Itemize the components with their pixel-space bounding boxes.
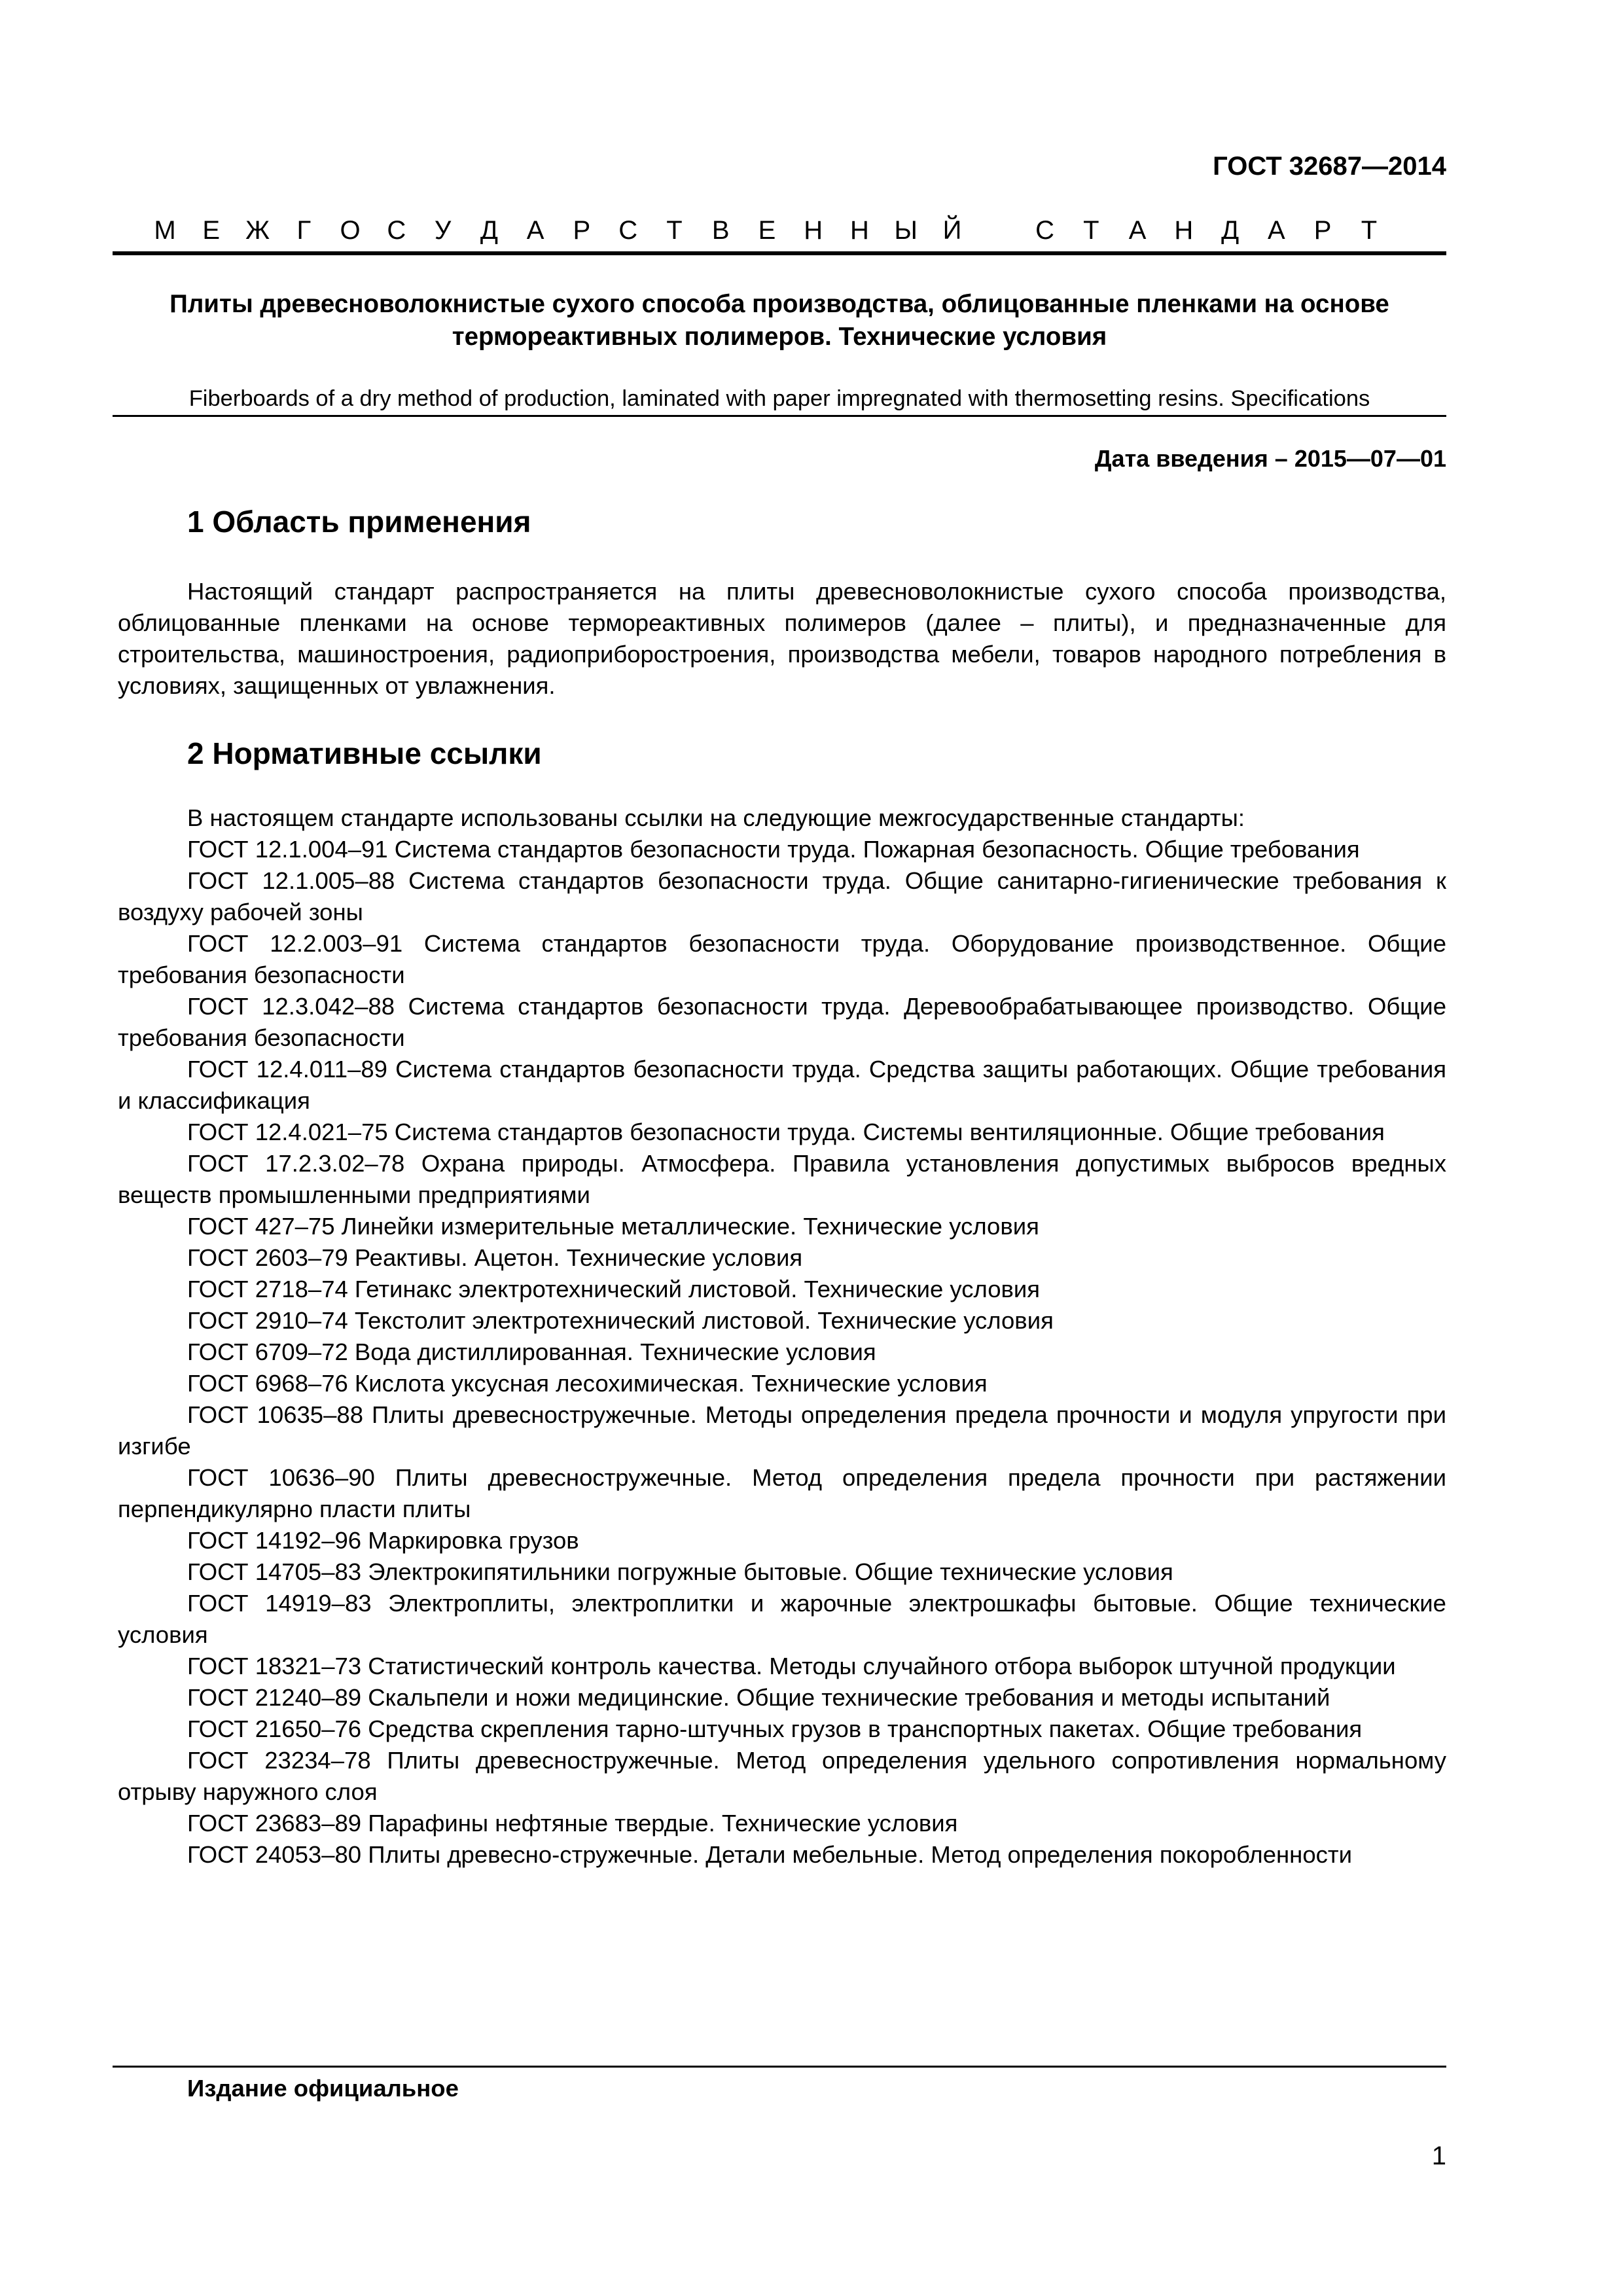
heading-letter: Д <box>480 216 498 245</box>
reference-item: ГОСТ 12.2.003–91 Система стандартов безопасности труда. Оборудование производственное. Общие требования безопасности <box>118 930 1446 988</box>
heading-letter: Т <box>666 216 683 245</box>
heading-letter: Й <box>942 216 962 245</box>
reference-item: ГОСТ 14192–96 Маркировка грузов <box>187 1527 579 1554</box>
reference-item: ГОСТ 6968–76 Кислота уксусная лесохимическая. Технические условия <box>187 1370 988 1397</box>
reference-item: ГОСТ 21240–89 Скальпели и ножи медицинские. Общие технические требования и методы испытаний <box>187 1684 1330 1711</box>
reference-item: ГОСТ 24053–80 Плиты древесно-стружечные. Детали мебельные. Метод определения покоробленности <box>187 1841 1352 1868</box>
heading-letter: А <box>526 216 544 245</box>
reference-item: ГОСТ 14705–83 Электрокипятильники погружные бытовые. Общие технические условия <box>187 1558 1173 1585</box>
section-2-title: 2 Нормативные ссылки <box>187 736 542 770</box>
standard-type-heading <box>152 216 1382 245</box>
document-title-en: Fiberboards of a dry method of production, laminated with paper impregnated with thermosetting resins. Specifications <box>188 386 1370 411</box>
heading-letter: У <box>434 216 452 245</box>
section-1-body <box>118 576 1446 702</box>
reference-item: ГОСТ 17.2.3.02–78 Охрана природы. Атмосфера. Правила установления допустимых выбросов вредных веществ промышленными предприятиями <box>118 1150 1446 1208</box>
heading-letter: Н <box>1174 216 1194 245</box>
heading-letter: А <box>1128 216 1147 245</box>
reference-item: ГОСТ 2718–74 Гетинакс электротехнический листовой. Технические условия <box>187 1276 1041 1302</box>
heading-letter: В <box>711 216 730 245</box>
heading-letter: Т <box>1083 216 1099 245</box>
reference-item: ГОСТ 10636–90 Плиты древесностружечные. Метод определения предела прочности при растяжении перпендикулярно пласти плиты <box>118 1464 1446 1522</box>
reference-item: ГОСТ 12.4.011–89 Система стандартов безопасности труда. Средства защиты работающих. Общие требования и классификация <box>118 1056 1446 1114</box>
reference-item: ГОСТ 2910–74 Текстолит электротехнический листовой. Технические условия <box>187 1307 1054 1334</box>
references-list <box>118 802 1446 1871</box>
reference-item: ГОСТ 14919–83 Электроплиты, электроплитки и жарочные электрошкафы бытовые. Общие технические условия <box>118 1590 1446 1648</box>
heading-letter: С <box>1035 216 1054 245</box>
reference-item: ГОСТ 23683–89 Парафины нефтяные твердые. Технические условия <box>187 1810 958 1837</box>
edition-label: Издание официальное <box>187 2075 459 2102</box>
title-divider <box>113 415 1446 417</box>
heading-letter: Т <box>1361 216 1378 245</box>
introduction-date: Дата введения – 2015—07—01 <box>1094 445 1446 472</box>
heading-letter: О <box>340 216 361 245</box>
heading-letter: Д <box>1221 216 1240 245</box>
heading-letter: Ж <box>245 216 270 245</box>
heading-letter: Е <box>202 216 221 245</box>
section-1-paragraph: Настоящий стандарт распространяется на плиты древесноволокнистые сухого способа производства, облицованные пленками на основе термореактивных полимеров (далее – плиты), и предназначенные для строительства, машиностроения, радиоприборостроения, производства мебели, товаров народного потребления в условиях, защищенных от увлажнения. <box>118 578 1446 699</box>
reference-item: ГОСТ 12.3.042–88 Система стандартов безопасности труда. Деревообрабатывающее производство. Общие требования безопасности <box>118 993 1446 1051</box>
heading-letter: Н <box>804 216 823 245</box>
reference-item: ГОСТ 12.4.021–75 Система стандартов безопасности труда. Системы вентиляционные. Общие требования <box>187 1119 1385 1145</box>
reference-item: ГОСТ 10635–88 Плиты древесностружечные. Методы определения предела прочности и модуля упругости при изгибе <box>118 1401 1446 1460</box>
section-1-title: 1 Область применения <box>187 505 531 539</box>
heading-letter: Р <box>573 216 591 245</box>
standard-code: ГОСТ 32687—2014 <box>1213 152 1446 181</box>
heading-letter: М <box>154 216 176 245</box>
heading-letter: Е <box>758 216 776 245</box>
reference-item: ГОСТ 21650–76 Средства скрепления тарно-штучных грузов в транспортных пакетах. Общие требования <box>187 1715 1363 1742</box>
header-divider <box>113 251 1446 255</box>
reference-item: ГОСТ 2603–79 Реактивы. Ацетон. Технические условия <box>187 1244 803 1271</box>
reference-item: ГОСТ 6709–72 Вода дистиллированная. Технические условия <box>187 1338 876 1365</box>
heading-letter: Г <box>296 216 312 245</box>
heading-letter: Ы <box>894 216 918 245</box>
heading-letter: Р <box>1313 216 1332 245</box>
heading-letter: С <box>387 216 406 245</box>
reference-item: ГОСТ 12.1.005–88 Система стандартов безопасности труда. Общие санитарно-гигиенические требования к воздуху рабочей зоны <box>118 867 1446 925</box>
references-intro: В настоящем стандарте использованы ссылки на следующие межгосударственные стандарты: <box>187 804 1245 831</box>
page-number: 1 <box>1431 2142 1446 2170</box>
reference-item: ГОСТ 427–75 Линейки измерительные металлические. Технические условия <box>187 1213 1039 1240</box>
footer-divider <box>113 2066 1446 2068</box>
reference-item: ГОСТ 12.1.004–91 Система стандартов безопасности труда. Пожарная безопасность. Общие требования <box>187 836 1360 863</box>
document-title-ru: Плиты древесноволокнистые сухого способа производства, облицованные пленками на основе термореактивных полимеров. Технические условия <box>169 290 1389 351</box>
heading-letter: Н <box>850 216 869 245</box>
reference-item: ГОСТ 23234–78 Плиты древесностружечные. Метод определения удельного сопротивления нормальному отрыву наружного слоя <box>118 1747 1446 1805</box>
heading-letter: А <box>1268 216 1285 245</box>
reference-item: ГОСТ 18321–73 Статистический контроль качества. Методы случайного отбора выборок штучной продукции <box>187 1653 1396 1679</box>
heading-letter: С <box>618 216 638 245</box>
